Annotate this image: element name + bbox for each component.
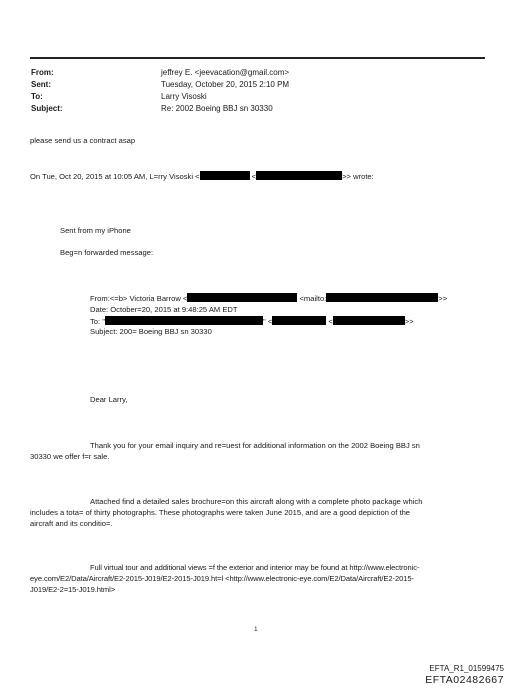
sent-value: Tuesday, October 20, 2015 2:10 PM (161, 80, 290, 89)
fwd-from-end: >> (438, 294, 448, 303)
forward-label: Beg=n forwarded message: (60, 248, 154, 257)
fwd-to-prefix: To: " (90, 317, 105, 326)
redaction-block (326, 293, 438, 302)
redaction-block (333, 316, 405, 325)
footer-id-small: EFTA_R1_01599475 (429, 664, 504, 673)
quote-suffix: >> wrote: (342, 172, 374, 181)
from-label: From: (31, 68, 54, 77)
paragraph-line: Full virtual tour and additional views =f the exterior and interior may be found at http://www.electronic- (90, 563, 420, 572)
fwd-subject-line: Subject: 200= Boeing BBJ sn 30330 (90, 327, 212, 336)
fwd-from-mailto: <mailto: (299, 294, 327, 303)
quote-prefix: On Tue, Oct 20, 2015 at 10:05 AM, L=rry Visoski < (30, 172, 200, 181)
from-value: jeffrey E. <jeevacation@gmail.com> (161, 68, 290, 77)
page-number: 1 (254, 626, 258, 633)
sent-label: Sent: (31, 80, 51, 89)
paragraph-line: includes a tota= of thirty photographs. These photographs were taken June 2015, and are a good depiction of the (30, 508, 411, 517)
redaction-block (105, 316, 263, 325)
redaction-block (272, 316, 326, 325)
letter-paragraph-2 (30, 496, 490, 529)
paragraph-line: J019/E2-2=15-J019.html> (30, 585, 116, 594)
fwd-from-line (90, 293, 447, 304)
footer-id-large: EFTA02482667 (425, 674, 504, 686)
sent-from-text: Sent from my iPhone (60, 226, 131, 235)
quote-mid: < (251, 172, 257, 181)
paragraph-line: Thank you for your email inquiry and re=uest for additional information on the 2002 Boeing BBJ sn (90, 441, 420, 450)
paragraph-line: 30330 we offer f=r sale. (30, 452, 110, 461)
fwd-to-end: >> (404, 317, 414, 326)
paragraph-line: eye.com/E2/Data/Aircraft/E2-2015-J019/E2-2015-J019.ht=l <http://www.electronic-eye.com/E2/Data/Aircraft/E2-2015- (30, 574, 414, 583)
fwd-from-prefix: From:<=b> Victoria Barrow < (90, 294, 188, 303)
header-rule (30, 57, 485, 59)
letter-paragraph-1 (30, 440, 490, 462)
reply-text: please send us a contract asap (30, 136, 136, 145)
redaction-block (200, 171, 250, 180)
to-label: To: (31, 92, 43, 101)
fwd-date-line: Date: October=20, 2015 at 9:48:25 AM EDT (90, 305, 238, 314)
redaction-block (256, 171, 342, 180)
letter-paragraph-3 (30, 562, 490, 595)
redaction-block (187, 293, 297, 302)
paragraph-line: Attached find a detailed sales brochure=on this aircraft along with a complete photo package which (90, 497, 423, 506)
subject-label: Subject: (31, 104, 63, 113)
to-value: Larry Visoski (161, 92, 207, 101)
fwd-to-line (90, 316, 414, 327)
letter-greeting: Dear Larry, (90, 395, 128, 404)
fwd-to-mid2: < (328, 317, 333, 326)
fwd-to-mid: " < (262, 317, 273, 326)
quote-line (30, 171, 374, 182)
paragraph-line: aircraft and its conditio=. (30, 519, 113, 528)
subject-value: Re: 2002 Boeing BBJ sn 30330 (161, 104, 273, 113)
